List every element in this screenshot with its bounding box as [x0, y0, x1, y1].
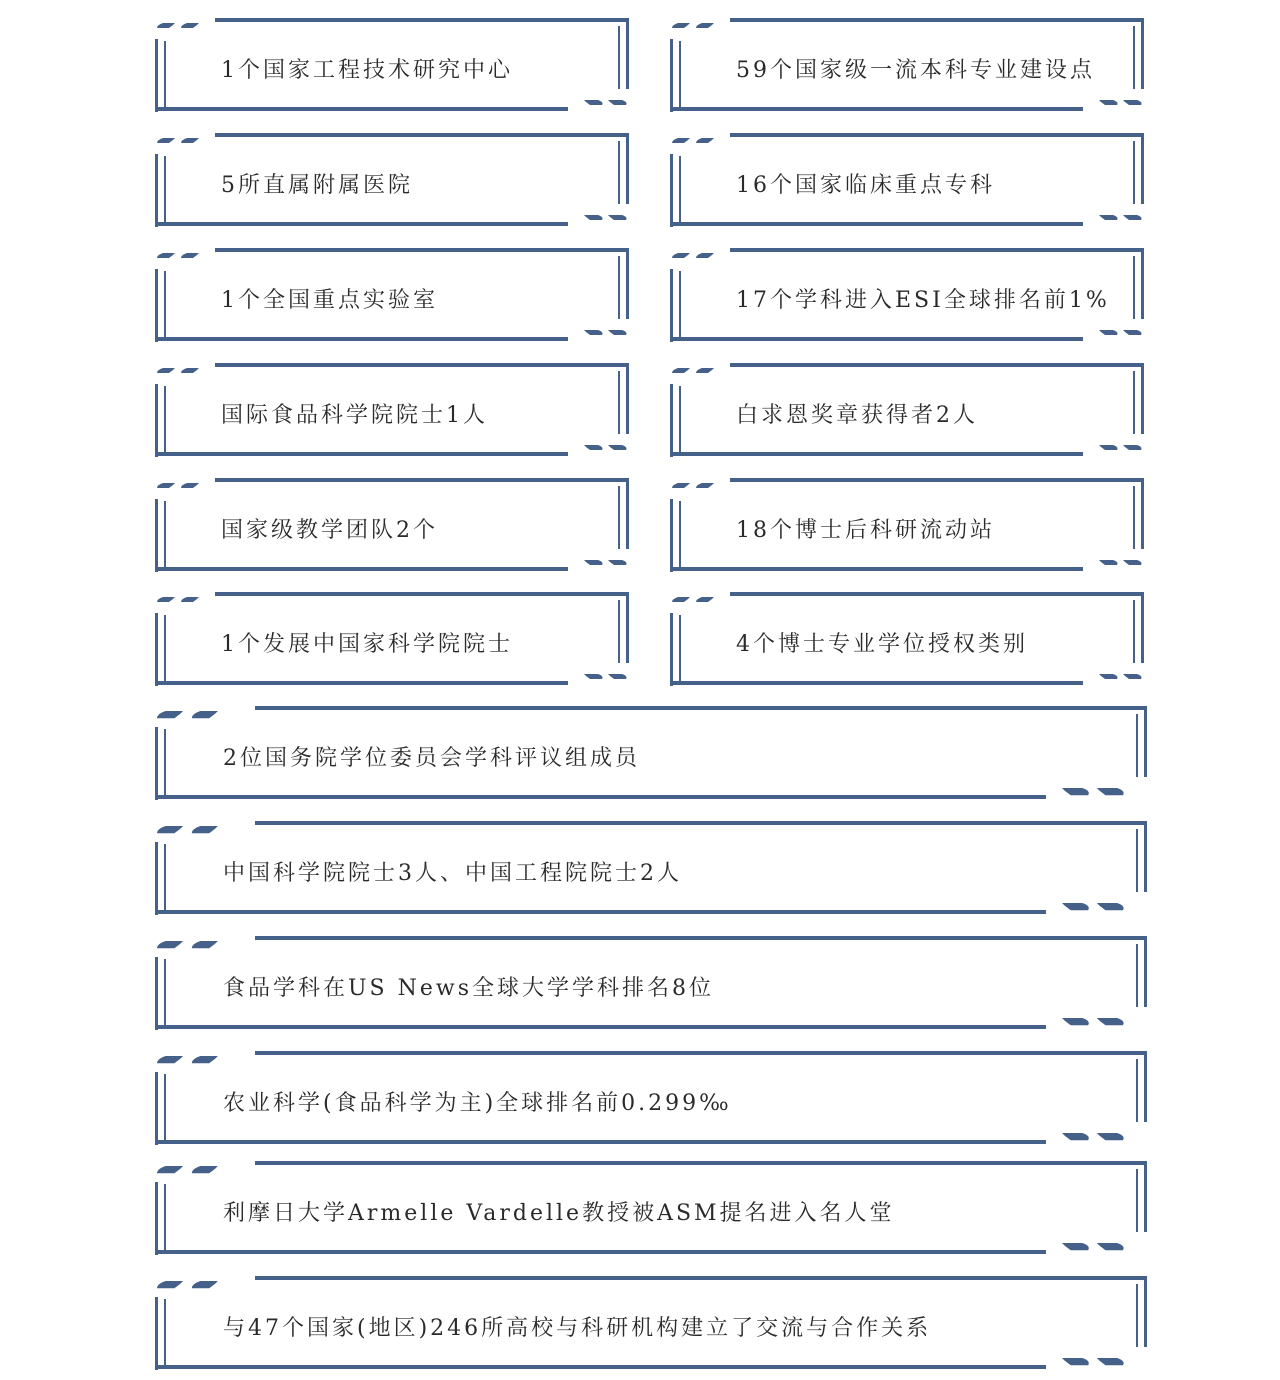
- stat-box-wide: [155, 1160, 1148, 1255]
- stat-text: 1个发展中国家科学院院士: [221, 632, 513, 657]
- stat-text: 1个国家工程技术研究中心: [221, 58, 513, 83]
- stat-text: 利摩日大学Armelle Vardelle教授被ASM提名进入名人堂: [223, 1201, 895, 1226]
- stat-text: 中国科学院院士3人、中国工程院院士2人: [223, 861, 682, 886]
- stat-box: [670, 132, 1145, 227]
- stat-box-wide: [155, 705, 1148, 800]
- stat-text: 5所直属附属医院: [221, 173, 413, 198]
- stat-text: 食品学科在US News全球大学学科排名8位: [223, 976, 714, 1001]
- stat-text: 与47个国家(地区)246所高校与科研机构建立了交流与合作关系: [223, 1316, 932, 1341]
- stat-box: [155, 132, 630, 227]
- stat-box: [155, 17, 630, 112]
- stat-text: 2位国务院学位委员会学科评议组成员: [223, 746, 640, 771]
- stat-box: [670, 477, 1145, 572]
- stat-text: 4个博士专业学位授权类别: [736, 632, 1028, 657]
- stat-box: [670, 247, 1145, 342]
- stat-text: 17个学科进入ESI全球排名前1%: [736, 288, 1110, 313]
- stat-box: [155, 477, 630, 572]
- stat-box: [155, 362, 630, 457]
- stat-box: [670, 591, 1145, 686]
- stat-box: [670, 17, 1145, 112]
- stat-text: 59个国家级一流本科专业建设点: [736, 58, 1095, 83]
- stat-text: 白求恩奖章获得者2人: [736, 403, 978, 428]
- stat-text: 16个国家临床重点专科: [736, 173, 995, 198]
- stat-box-wide: [155, 935, 1148, 1030]
- stat-box: [670, 362, 1145, 457]
- stat-box-wide: [155, 1050, 1148, 1145]
- stat-box-wide: [155, 820, 1148, 915]
- stat-text: 1个全国重点实验室: [221, 288, 438, 313]
- stat-text: 农业科学(食品科学为主)全球排名前0.299‰: [223, 1091, 732, 1116]
- stat-box: [155, 591, 630, 686]
- stat-text: 国家级教学团队2个: [221, 518, 438, 543]
- stat-text: 18个博士后科研流动站: [736, 518, 995, 543]
- stat-box: [155, 247, 630, 342]
- stat-text: 国际食品科学院院士1人: [221, 403, 488, 428]
- stat-box-wide: [155, 1275, 1148, 1370]
